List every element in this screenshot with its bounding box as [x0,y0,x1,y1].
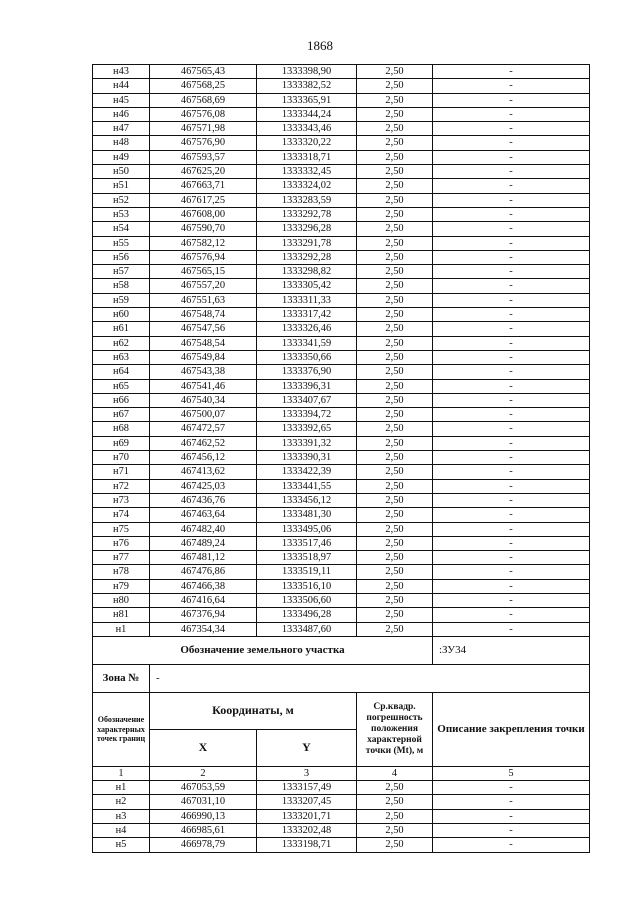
x-cell: 467617,25 [150,193,257,207]
y-cell: 1333407,67 [257,393,357,407]
accuracy-cell: 2,50 [357,222,433,236]
description-cell: - [433,479,590,493]
x-cell: 467547,56 [150,322,257,336]
point-id-cell: н49 [93,150,150,164]
accuracy-cell: 2,50 [357,451,433,465]
y-cell: 1333305,42 [257,279,357,293]
table-row [93,207,590,221]
x-cell: 467576,08 [150,107,257,121]
accuracy-cell: 2,50 [357,781,433,795]
table-row [93,565,590,579]
x-cell: 467543,38 [150,365,257,379]
table-row [93,436,590,450]
description-cell: - [433,150,590,164]
accuracy-cell: 2,50 [357,250,433,264]
description-cell: - [433,838,590,852]
x-cell: 466990,13 [150,809,257,823]
accuracy-cell: 2,50 [357,107,433,121]
x-cell: 467557,20 [150,279,257,293]
point-id-cell: н52 [93,193,150,207]
accuracy-cell: 2,50 [357,508,433,522]
x-cell: 467576,94 [150,250,257,264]
point-id-cell: н44 [93,79,150,93]
description-cell: - [433,136,590,150]
point-id-cell: н57 [93,265,150,279]
description-cell: - [433,536,590,550]
point-id-cell: н47 [93,122,150,136]
point-id-cell: н72 [93,479,150,493]
description-cell: - [433,809,590,823]
accuracy-cell: 2,50 [357,236,433,250]
x-header: X [150,729,257,766]
description-header: Описание закрепления точки [433,692,590,766]
accuracy-cell: 2,50 [357,379,433,393]
y-cell: 1333392,65 [257,422,357,436]
x-cell: 467568,69 [150,93,257,107]
description-cell: - [433,179,590,193]
point-id-cell: н2 [93,795,150,809]
x-cell: 467476,86 [150,565,257,579]
description-cell: - [433,308,590,322]
y-cell: 1333487,60 [257,622,357,636]
x-cell: 467551,63 [150,293,257,307]
accuracy-cell: 2,50 [357,579,433,593]
y-cell: 1333481,30 [257,508,357,522]
description-cell: - [433,93,590,107]
description-cell: - [433,193,590,207]
table-row [93,781,590,795]
y-cell: 1333390,31 [257,451,357,465]
x-cell: 467590,70 [150,222,257,236]
parcel-row [93,636,590,664]
point-id-cell: н67 [93,408,150,422]
accuracy-cell: 2,50 [357,136,433,150]
table-row [93,179,590,193]
accuracy-cell: 2,50 [357,65,433,79]
table-row [93,451,590,465]
y-cell: 1333298,82 [257,265,357,279]
table-row [93,336,590,350]
description-cell: - [433,451,590,465]
point-id-cell: н3 [93,809,150,823]
description-cell: - [433,422,590,436]
description-cell: - [433,365,590,379]
parcel-section [93,636,590,780]
description-cell: - [433,79,590,93]
point-designation-header: Обозначение характерных точек границ [93,692,150,766]
y-cell: 1333343,46 [257,122,357,136]
y-cell: 1333382,52 [257,79,357,93]
accuracy-cell: 2,50 [357,365,433,379]
accuracy-cell: 2,50 [357,165,433,179]
point-id-cell: н43 [93,65,150,79]
y-cell: 1333207,45 [257,795,357,809]
y-cell: 1333350,66 [257,350,357,364]
x-cell: 467568,25 [150,79,257,93]
accuracy-cell: 2,50 [357,622,433,636]
x-cell: 467053,59 [150,781,257,795]
table-row [93,379,590,393]
point-id-cell: н73 [93,493,150,507]
point-id-cell: н48 [93,136,150,150]
x-cell: 467482,40 [150,522,257,536]
accuracy-cell: 2,50 [357,565,433,579]
point-id-cell: н79 [93,579,150,593]
x-cell: 467541,46 [150,379,257,393]
x-cell: 467548,54 [150,336,257,350]
x-cell: 466978,79 [150,838,257,852]
table-row [93,136,590,150]
table-row [93,222,590,236]
x-cell: 467436,76 [150,493,257,507]
coordinates-table [92,64,590,853]
table-row [93,393,590,407]
point-id-cell: н61 [93,322,150,336]
point-id-cell: н69 [93,436,150,450]
accuracy-cell: 2,50 [357,393,433,407]
zone-label: Зона № [93,664,150,692]
accuracy-cell: 2,50 [357,465,433,479]
y-cell: 1333332,45 [257,165,357,179]
point-id-cell: н1 [93,622,150,636]
table-row [93,551,590,565]
description-cell: - [433,493,590,507]
y-cell: 1333292,78 [257,207,357,221]
table-row [93,824,590,838]
zone-value: - [150,664,590,692]
x-cell: 467463,64 [150,508,257,522]
point-id-cell: н78 [93,565,150,579]
accuracy-cell: 2,50 [357,350,433,364]
table-row [93,593,590,607]
x-cell: 467354,34 [150,622,257,636]
y-cell: 1333365,91 [257,93,357,107]
point-id-cell: н64 [93,365,150,379]
x-cell: 467571,98 [150,122,257,136]
accuracy-cell: 2,50 [357,179,433,193]
table-row [93,809,590,823]
table-row [93,93,590,107]
point-id-cell: н51 [93,179,150,193]
description-cell: - [433,795,590,809]
x-cell: 467576,90 [150,136,257,150]
col-number: 1 [93,766,150,780]
y-cell: 1333201,71 [257,809,357,823]
table-row [93,493,590,507]
table-row [93,308,590,322]
table-row [93,279,590,293]
table-row [93,107,590,121]
accuracy-cell: 2,50 [357,522,433,536]
description-cell: - [433,579,590,593]
coordinates-header: Координаты, м [150,692,357,729]
point-id-cell: н68 [93,422,150,436]
x-cell: 467548,74 [150,308,257,322]
y-cell: 1333296,28 [257,222,357,236]
description-cell: - [433,408,590,422]
description-cell: - [433,336,590,350]
point-id-cell: н66 [93,393,150,407]
point-id-cell: н58 [93,279,150,293]
x-cell: 467466,38 [150,579,257,593]
accuracy-cell: 2,50 [357,79,433,93]
y-cell: 1333202,48 [257,824,357,838]
description-cell: - [433,436,590,450]
table-row [93,122,590,136]
table-row [93,465,590,479]
accuracy-cell: 2,50 [357,824,433,838]
table-row [93,250,590,264]
col-number: 3 [257,766,357,780]
point-id-cell: н74 [93,508,150,522]
top-rows [93,65,590,637]
description-cell: - [433,565,590,579]
y-cell: 1333318,71 [257,150,357,164]
accuracy-cell: 2,50 [357,93,433,107]
accuracy-cell: 2,50 [357,150,433,164]
x-cell: 467582,12 [150,236,257,250]
y-cell: 1333456,12 [257,493,357,507]
description-cell: - [433,107,590,121]
y-cell: 1333496,28 [257,608,357,622]
x-cell: 467472,57 [150,422,257,436]
point-id-cell: н1 [93,781,150,795]
x-cell: 467625,20 [150,165,257,179]
point-id-cell: н4 [93,824,150,838]
y-cell: 1333317,42 [257,308,357,322]
y-cell: 1333398,90 [257,65,357,79]
y-cell: 1333157,49 [257,781,357,795]
y-cell: 1333344,24 [257,107,357,121]
table-row [93,350,590,364]
description-cell: - [433,350,590,364]
description-cell: - [433,608,590,622]
x-cell: 466985,61 [150,824,257,838]
y-cell: 1333198,71 [257,838,357,852]
y-cell: 1333516,10 [257,579,357,593]
description-cell: - [433,322,590,336]
description-cell: - [433,293,590,307]
y-cell: 1333422,39 [257,465,357,479]
table-row [93,579,590,593]
description-cell: - [433,622,590,636]
x-cell: 467456,12 [150,451,257,465]
point-id-cell: н76 [93,536,150,550]
point-id-cell: н55 [93,236,150,250]
table-row [93,365,590,379]
accuracy-cell: 2,50 [357,422,433,436]
accuracy-cell: 2,50 [357,608,433,622]
x-cell: 467608,00 [150,207,257,221]
y-cell: 1333292,28 [257,250,357,264]
description-cell: - [433,393,590,407]
col-number: 2 [150,766,257,780]
description-cell: - [433,781,590,795]
point-id-cell: н56 [93,250,150,264]
x-cell: 467462,52 [150,436,257,450]
y-cell: 1333376,90 [257,365,357,379]
point-id-cell: н81 [93,608,150,622]
description-cell: - [433,207,590,221]
table-row [93,265,590,279]
table-row [93,150,590,164]
table-row [93,422,590,436]
description-cell: - [433,824,590,838]
description-cell: - [433,379,590,393]
point-id-cell: н62 [93,336,150,350]
point-id-cell: н80 [93,593,150,607]
accuracy-cell: 2,50 [357,838,433,852]
description-cell: - [433,65,590,79]
description-cell: - [433,551,590,565]
accuracy-cell: 2,50 [357,193,433,207]
accuracy-cell: 2,50 [357,122,433,136]
description-cell: - [433,236,590,250]
point-id-cell: н59 [93,293,150,307]
description-cell: - [433,279,590,293]
point-id-cell: н70 [93,451,150,465]
description-cell: - [433,222,590,236]
bottom-rows [93,781,590,852]
accuracy-cell: 2,50 [357,322,433,336]
point-id-cell: н77 [93,551,150,565]
point-id-cell: н46 [93,107,150,121]
y-cell: 1333311,33 [257,293,357,307]
accuracy-cell: 2,50 [357,265,433,279]
table-row [93,322,590,336]
point-id-cell: н54 [93,222,150,236]
x-cell: 467500,07 [150,408,257,422]
y-cell: 1333283,59 [257,193,357,207]
point-id-cell: н50 [93,165,150,179]
x-cell: 467663,71 [150,179,257,193]
y-header: Y [257,729,357,766]
y-cell: 1333518,97 [257,551,357,565]
point-id-cell: н71 [93,465,150,479]
accuracy-cell: 2,50 [357,493,433,507]
accuracy-cell: 2,50 [357,207,433,221]
x-cell: 467489,24 [150,536,257,550]
accuracy-cell: 2,50 [357,336,433,350]
table-row [93,795,590,809]
table-row [93,165,590,179]
column-numbers-row [93,766,590,780]
table-row [93,479,590,493]
y-cell: 1333394,72 [257,408,357,422]
table-row [93,293,590,307]
y-cell: 1333391,32 [257,436,357,450]
y-cell: 1333326,46 [257,322,357,336]
accuracy-cell: 2,50 [357,479,433,493]
y-cell: 1333495,06 [257,522,357,536]
accuracy-cell: 2,50 [357,279,433,293]
header-row-1 [93,692,590,729]
parcel-code: :ЗУ34 [433,636,590,664]
table-row [93,536,590,550]
accuracy-cell: 2,50 [357,593,433,607]
x-cell: 467540,34 [150,393,257,407]
accuracy-header: Ср.квадр. погрешность положения характерной точки (Mt), м [357,692,433,766]
parcel-label: Обозначение земельного участка [93,636,433,664]
table-row [93,236,590,250]
table-row [93,608,590,622]
x-cell: 467565,15 [150,265,257,279]
col-number: 5 [433,766,590,780]
y-cell: 1333519,11 [257,565,357,579]
col-number: 4 [357,766,433,780]
accuracy-cell: 2,50 [357,551,433,565]
x-cell: 467549,84 [150,350,257,364]
y-cell: 1333324,02 [257,179,357,193]
accuracy-cell: 2,50 [357,436,433,450]
table-row [93,193,590,207]
point-id-cell: н5 [93,838,150,852]
y-cell: 1333396,31 [257,379,357,393]
point-id-cell: н53 [93,207,150,221]
accuracy-cell: 2,50 [357,408,433,422]
accuracy-cell: 2,50 [357,795,433,809]
y-cell: 1333320,22 [257,136,357,150]
y-cell: 1333441,55 [257,479,357,493]
description-cell: - [433,265,590,279]
x-cell: 467481,12 [150,551,257,565]
description-cell: - [433,522,590,536]
y-cell: 1333517,46 [257,536,357,550]
description-cell: - [433,165,590,179]
y-cell: 1333291,78 [257,236,357,250]
y-cell: 1333341,59 [257,336,357,350]
point-id-cell: н60 [93,308,150,322]
point-id-cell: н75 [93,522,150,536]
description-cell: - [433,122,590,136]
table-row [93,79,590,93]
zone-row [93,664,590,692]
x-cell: 467593,57 [150,150,257,164]
y-cell: 1333506,60 [257,593,357,607]
x-cell: 467413,62 [150,465,257,479]
accuracy-cell: 2,50 [357,809,433,823]
point-id-cell: н65 [93,379,150,393]
table-row [93,65,590,79]
table-row [93,622,590,636]
accuracy-cell: 2,50 [357,293,433,307]
point-id-cell: н45 [93,93,150,107]
table-row [93,838,590,852]
accuracy-cell: 2,50 [357,308,433,322]
table-row [93,522,590,536]
x-cell: 467376,94 [150,608,257,622]
point-id-cell: н63 [93,350,150,364]
description-cell: - [433,465,590,479]
x-cell: 467565,43 [150,65,257,79]
accuracy-cell: 2,50 [357,536,433,550]
description-cell: - [433,508,590,522]
description-cell: - [433,593,590,607]
x-cell: 467031,10 [150,795,257,809]
page-number: 1868 [307,38,333,53]
x-cell: 467416,64 [150,593,257,607]
x-cell: 467425,03 [150,479,257,493]
table-row [93,508,590,522]
description-cell: - [433,250,590,264]
table-row [93,408,590,422]
